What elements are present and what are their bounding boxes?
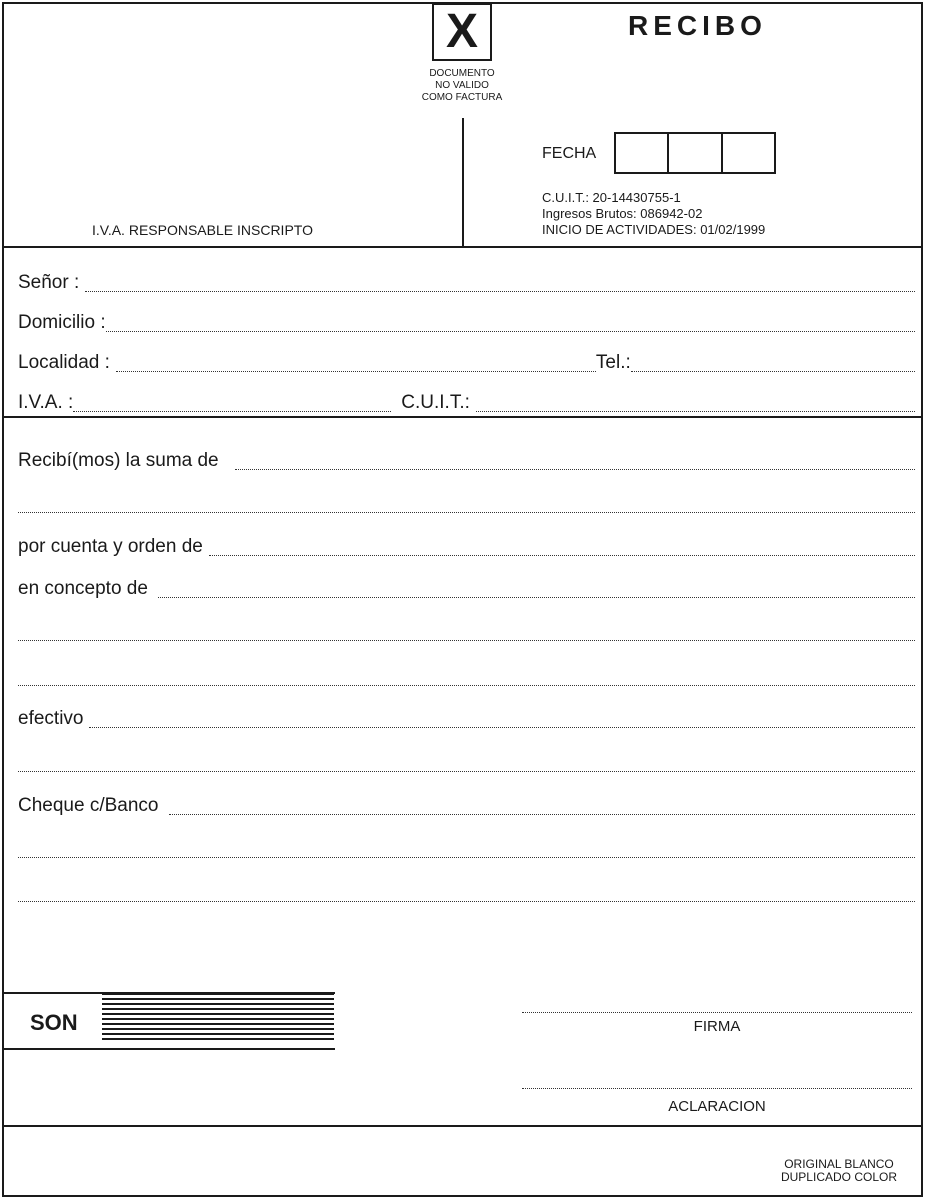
on-behalf-label: por cuenta y orden de [18, 536, 203, 557]
invalid-invoice-note [412, 68, 512, 104]
client-locality-label: Localidad : [18, 352, 110, 373]
signature-label: FIRMA [693, 1018, 741, 1035]
check-continuation-row-2[interactable] [18, 880, 915, 904]
on-behalf-field[interactable] [209, 551, 915, 556]
client-cuit-field[interactable] [476, 407, 915, 412]
client-name-field[interactable] [85, 287, 915, 292]
header-divider [462, 118, 464, 246]
son-label: SON [30, 1010, 78, 1035]
amount-continuation-row[interactable] [18, 491, 915, 515]
check-field[interactable] [169, 810, 916, 815]
on-behalf-row[interactable] [18, 534, 915, 558]
client-iva-label: I.V.A. : [18, 392, 74, 413]
client-locality-field[interactable] [116, 367, 596, 372]
duplicate-copy-label: DUPLICADO COLOR [780, 1170, 897, 1184]
doc-note-line-2: NO VALIDO [435, 80, 489, 91]
amount-label: Recibí(mos) la suma de [18, 450, 219, 471]
doc-note-line-1: DOCUMENTO [429, 68, 495, 79]
client-name-row[interactable] [18, 270, 915, 294]
cash-row[interactable] [18, 706, 915, 730]
client-address-row[interactable] [18, 310, 915, 334]
start-activity-info: INICIO DE ACTIVIDADES: 01/02/1999 [542, 222, 766, 237]
date-day-box[interactable] [616, 134, 669, 172]
clarification-field[interactable] [522, 1086, 912, 1089]
date-year-box[interactable] [723, 134, 774, 172]
amount-continuation-field[interactable] [18, 508, 915, 513]
doc-note-line-3: COMO FACTURA [421, 92, 503, 103]
date-field[interactable] [614, 132, 776, 174]
client-phone-label: Tel.: [595, 352, 631, 373]
client-address-label: Domicilio : [18, 312, 106, 333]
ingresos-brutos-info: Ingresos Brutos: 086942-02 [542, 206, 703, 221]
copy-legend [781, 1158, 897, 1184]
footer-separator [2, 1125, 923, 1127]
cash-continuation-row[interactable] [18, 750, 915, 774]
check-continuation-row-1[interactable] [18, 836, 915, 860]
son-amount-field[interactable] [102, 993, 334, 1043]
son-bottom-rule [2, 1048, 335, 1050]
iva-condition: I.V.A. RESPONSABLE INSCRIPTO [92, 222, 313, 238]
cash-field[interactable] [89, 723, 915, 728]
client-iva-field[interactable] [73, 407, 391, 412]
date-month-box[interactable] [669, 134, 722, 172]
check-continuation-field-1[interactable] [18, 853, 915, 858]
concept-continuation-row-2[interactable] [18, 664, 915, 688]
concept-continuation-row-1[interactable] [18, 619, 915, 643]
concept-label: en concepto de [18, 578, 148, 599]
concept-field[interactable] [158, 593, 915, 598]
document-type-letter: X [432, 3, 492, 61]
amount-row[interactable] [18, 448, 915, 472]
clarification-label: ACLARACION [668, 1098, 766, 1115]
check-row[interactable] [18, 793, 915, 817]
page-title: RECIBO [628, 10, 767, 41]
client-locality-row[interactable] [18, 350, 915, 374]
header-separator [2, 246, 923, 248]
cash-continuation-field[interactable] [18, 767, 915, 772]
check-label: Cheque c/Banco [18, 795, 159, 816]
check-continuation-field-2[interactable] [18, 897, 915, 902]
concept-row[interactable] [18, 576, 915, 600]
client-cuit-label: C.U.I.T.: [401, 392, 470, 413]
client-tax-row[interactable] [18, 390, 915, 414]
cash-label: efectivo [18, 708, 84, 729]
client-phone-field[interactable] [631, 367, 915, 372]
client-separator [2, 416, 923, 418]
client-name-label: Señor : [18, 272, 80, 293]
concept-continuation-field-1[interactable] [18, 636, 915, 641]
date-label: FECHA [542, 145, 597, 162]
concept-continuation-field-2[interactable] [18, 681, 915, 686]
client-address-field[interactable] [106, 327, 915, 332]
amount-field[interactable] [235, 465, 915, 470]
cuit-info: C.U.I.T.: 20-14430755-1 [542, 190, 681, 205]
signature-field[interactable] [522, 1010, 912, 1013]
original-copy-label: ORIGINAL BLANCO [784, 1157, 894, 1171]
